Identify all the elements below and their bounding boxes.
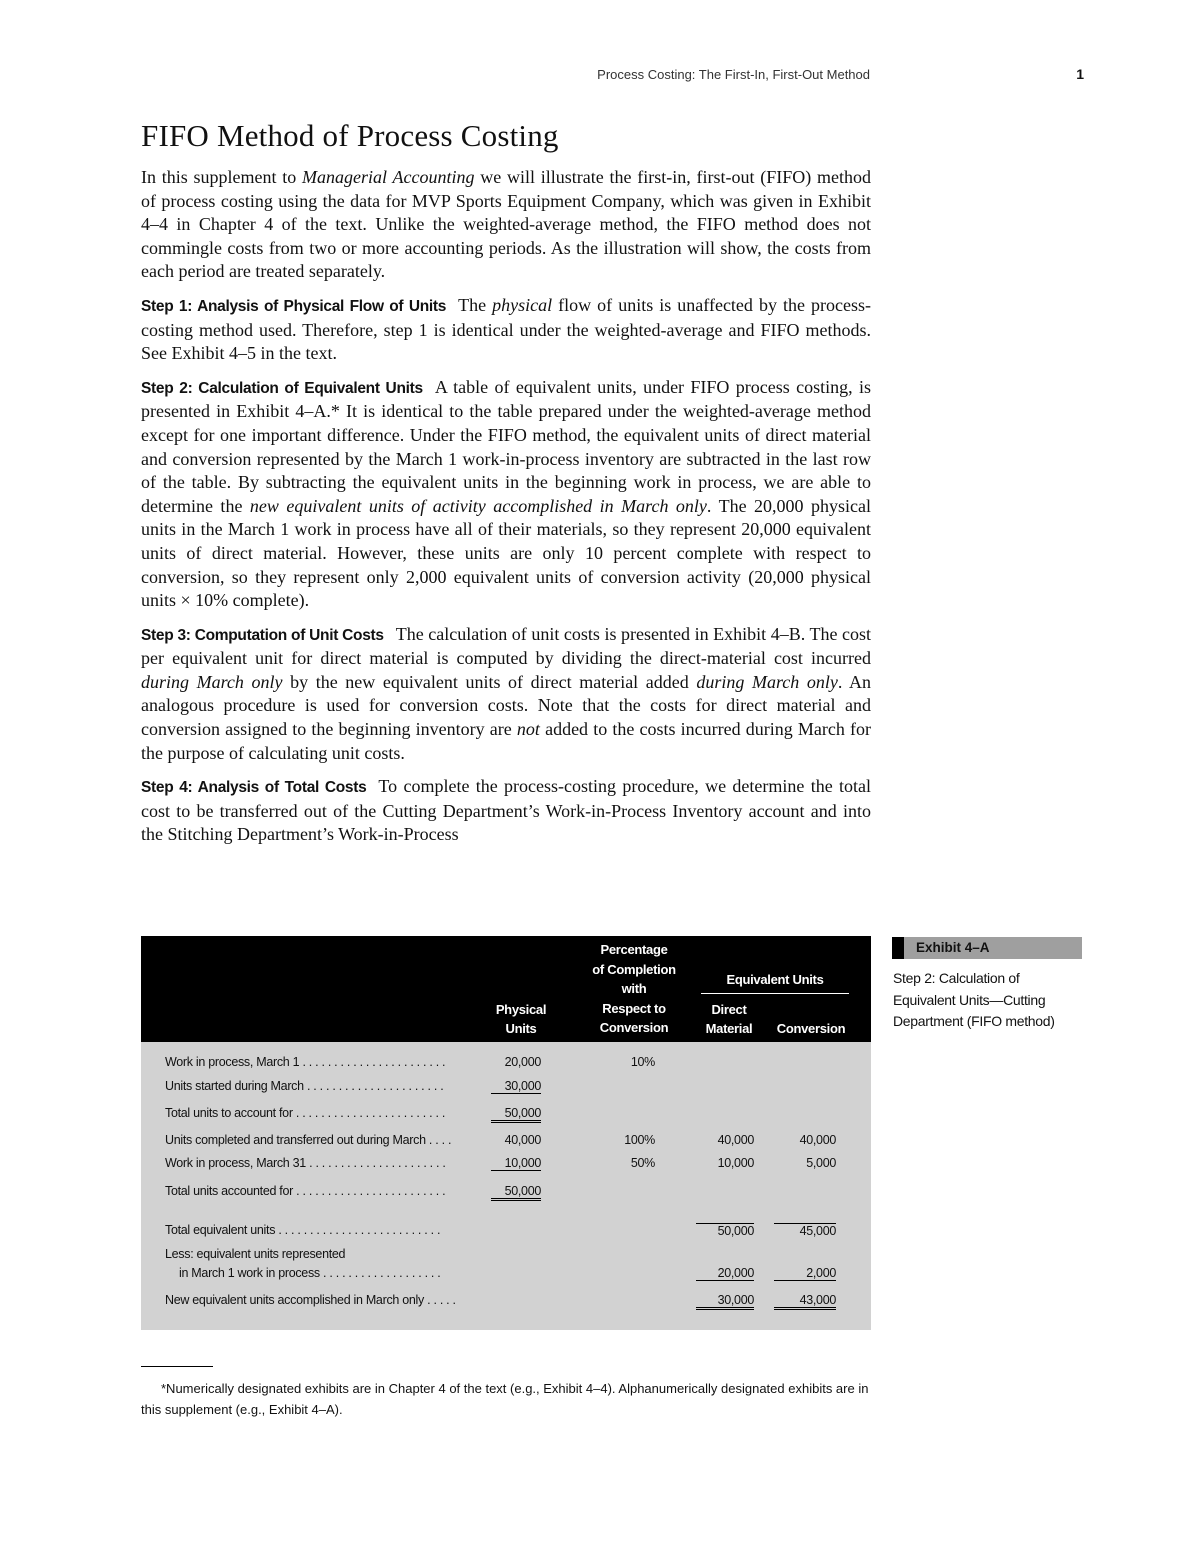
step3-text-3: . An analogous procedure is used for conversion costs. Note that the costs for direct material and conversion assigned to the beginning inventory are	[141, 671, 871, 740]
step2-paragraph	[141, 376, 871, 613]
intro-emphasis: Managerial Accounting	[302, 167, 475, 187]
cell-physical-units: 50,000	[491, 1106, 541, 1123]
row-label: New equivalent units accomplished in March only . . . . .	[165, 1293, 456, 1307]
row-label: Units completed and transferred out during March . . . .	[165, 1133, 452, 1147]
header-conversion: Conversion	[776, 1021, 846, 1036]
table-row	[141, 1055, 871, 1075]
table-row	[141, 1079, 871, 1099]
table-row	[141, 1133, 871, 1153]
header-pct-line5: Conversion	[599, 1020, 669, 1036]
step1-emphasis: physical	[492, 294, 553, 315]
footnote	[141, 1378, 881, 1420]
header-pct-line4: Respect to	[602, 1000, 666, 1016]
cell-direct-material: 40,000	[717, 1133, 754, 1147]
footnote-rule	[141, 1366, 213, 1367]
header-direct-material	[696, 1000, 762, 1038]
header-percent-completion	[573, 940, 695, 1038]
cell-conversion: 43,000	[774, 1293, 836, 1310]
header-equivalent-units: Equivalent Units	[726, 972, 824, 987]
row-label: Total equivalent units . . . . . . . . . . . . . . . . . . . . . . . . . .	[165, 1223, 441, 1237]
step3-emphasis-3: not	[516, 719, 540, 740]
cell-percent-completion: 50%	[630, 1156, 655, 1170]
row-label: Total units accounted for . . . . . . . . . . . . . . . . . . . . . . . .	[165, 1184, 446, 1198]
step2-text-1: A table of equivalent units, under FIFO process costing, is presented in Exhibit 4–A.* It is identical to the table prepared under the weighted-average method except for one important difference. Under the FIFO method, the equivalent units of direct material and conversion represented by the March 1 work-in-process inventory are subtracted in the last row of the table. By subtracting the equivalent units in the beginning work in process, we are able to determine the	[141, 376, 871, 516]
cell-percent-completion: 10%	[630, 1055, 655, 1069]
cell-physical-units: 50,000	[491, 1184, 541, 1201]
row-label: Total units to account for . . . . . . . . . . . . . . . . . . . . . . . .	[165, 1106, 445, 1120]
exhibit-caption: Step 2: Calculation of Equivalent Units—Cutting Department (FIFO method)	[893, 970, 1055, 1029]
step3-emphasis-2: during March only	[696, 671, 838, 692]
step4-heading: Step 4: Analysis of Total Costs	[141, 779, 367, 797]
step4-text-1: To complete the process-costing procedure, we determine the total cost to be transferred out of the Cutting Department’s Work-in-Process Inventory account and into the Stitching Department’s Work-in-Process	[141, 776, 871, 845]
cell-conversion: 2,000	[774, 1266, 836, 1281]
step1-paragraph	[141, 294, 871, 366]
intro-text-1: In this supplement to	[141, 167, 303, 187]
row-label: Work in process, March 31 . . . . . . . . . . . . . . . . . . . . . .	[165, 1156, 446, 1170]
step3-heading: Step 3: Computation of Unit Costs	[141, 626, 384, 644]
step1-text-1: The	[458, 294, 493, 315]
step3-text-1: The calculation of unit costs is presented in Exhibit 4–B. The cost per equivalent unit for direct material is computed by dividing the direct-material cost incurred	[141, 623, 871, 669]
page-number: 1	[1076, 66, 1084, 82]
table-row	[141, 1106, 871, 1126]
cell-direct-material: 30,000	[696, 1293, 754, 1310]
header-physical-units	[476, 1000, 566, 1038]
step4-paragraph	[141, 775, 871, 847]
row-label: Work in process, March 1 . . . . . . . . . . . . . . . . . . . . . . .	[165, 1055, 446, 1069]
cell-percent-completion: 100%	[624, 1133, 655, 1147]
table-row	[141, 1266, 871, 1286]
cell-direct-material: 20,000	[696, 1266, 754, 1281]
body-text	[141, 166, 871, 857]
exhibit-label-marker	[892, 937, 904, 959]
step3-paragraph	[141, 623, 871, 766]
intro-text-2: we will illustrate the first-in, first-out (FIFO) method of process costing using the data for MVP Sports Equipment Company, which was given in Exhibit 4–4 in Chapter 4 of the text. Unlike the weighted-average method, the FIFO method does not commingle costs from two or more accounting periods. As the illustration will show, the costs from each period are treated separately.	[141, 167, 871, 282]
cell-physical-units: 20,000	[504, 1055, 541, 1069]
row-label: Units started during March . . . . . . . . . . . . . . . . . . . . . .	[165, 1079, 444, 1093]
step3-text-4: added to the costs incurred during March for the purpose of calculating unit costs.	[141, 719, 871, 763]
header-dm-line2: Material	[705, 1021, 753, 1036]
cell-physical-units: 30,000	[491, 1079, 541, 1094]
row-label: in March 1 work in process . . . . . . . . . . . . . . . . . . .	[179, 1266, 441, 1280]
cell-physical-units: 10,000	[491, 1156, 541, 1171]
table-row	[141, 1184, 871, 1204]
step2-heading: Step 2: Calculation of Equivalent Units	[141, 379, 423, 397]
header-dm-line1: Direct	[711, 1002, 747, 1017]
step3-emphasis-1: during March only	[141, 671, 283, 692]
exhibit-label: Exhibit 4–A	[916, 940, 990, 955]
header-pct-line3: with	[621, 981, 647, 997]
header-physical-line2: Units	[505, 1021, 537, 1036]
step2-emphasis: new equivalent units of activity accomplished in March only	[249, 495, 707, 516]
step3-text-2: by the new equivalent units of direct material added	[282, 671, 697, 692]
header-pct-line1: Percentage	[600, 942, 668, 957]
table-row	[141, 1293, 871, 1313]
cell-conversion: 5,000	[806, 1156, 836, 1170]
header-equivalent-units-rule	[701, 993, 849, 994]
cell-direct-material: 50,000	[696, 1223, 754, 1238]
exhibit-label-box	[892, 937, 1082, 959]
cell-direct-material: 10,000	[717, 1156, 754, 1170]
cell-conversion: 45,000	[774, 1223, 836, 1238]
running-head: Process Costing: The First-In, First-Out Method	[597, 67, 870, 82]
cell-physical-units: 40,000	[504, 1133, 541, 1147]
table-row	[141, 1156, 871, 1176]
exhibit-table	[141, 936, 871, 1330]
cell-conversion: 40,000	[799, 1133, 836, 1147]
intro-paragraph	[141, 166, 871, 284]
header-physical-line1: Physical	[495, 1002, 547, 1017]
step2-text-2: . The 20,000 physical units in the March 1 work in process have all of their materials, so they represent 20,000 equivalent units of direct material. However, these units are only 10 percent complete with respect to conversion, so they represent only 2,000 equivalent units of conversion activity (20,000 physical units × 10% complete).	[141, 495, 871, 611]
header-pct-line2: of Completion	[592, 961, 676, 977]
page-title: FIFO Method of Process Costing	[141, 118, 559, 153]
step1-text-2: flow of units is unaffected by the process-costing method used. Therefore, step 1 is identical under the weighted-average and FIFO methods. See Exhibit 4–5 in the text.	[141, 294, 872, 364]
exhibit-table-header	[141, 936, 871, 1042]
step1-heading: Step 1: Analysis of Physical Flow of Units	[141, 297, 447, 315]
row-label: Less: equivalent units represented	[165, 1247, 346, 1261]
footnote-text: *Numerically designated exhibits are in Chapter 4 of the text (e.g., Exhibit 4–4). Alphanumerically designated exhibits are in this supplement (e.g., Exhibit 4–A).	[141, 1381, 869, 1417]
table-row	[141, 1223, 871, 1243]
table-row	[141, 1247, 871, 1267]
